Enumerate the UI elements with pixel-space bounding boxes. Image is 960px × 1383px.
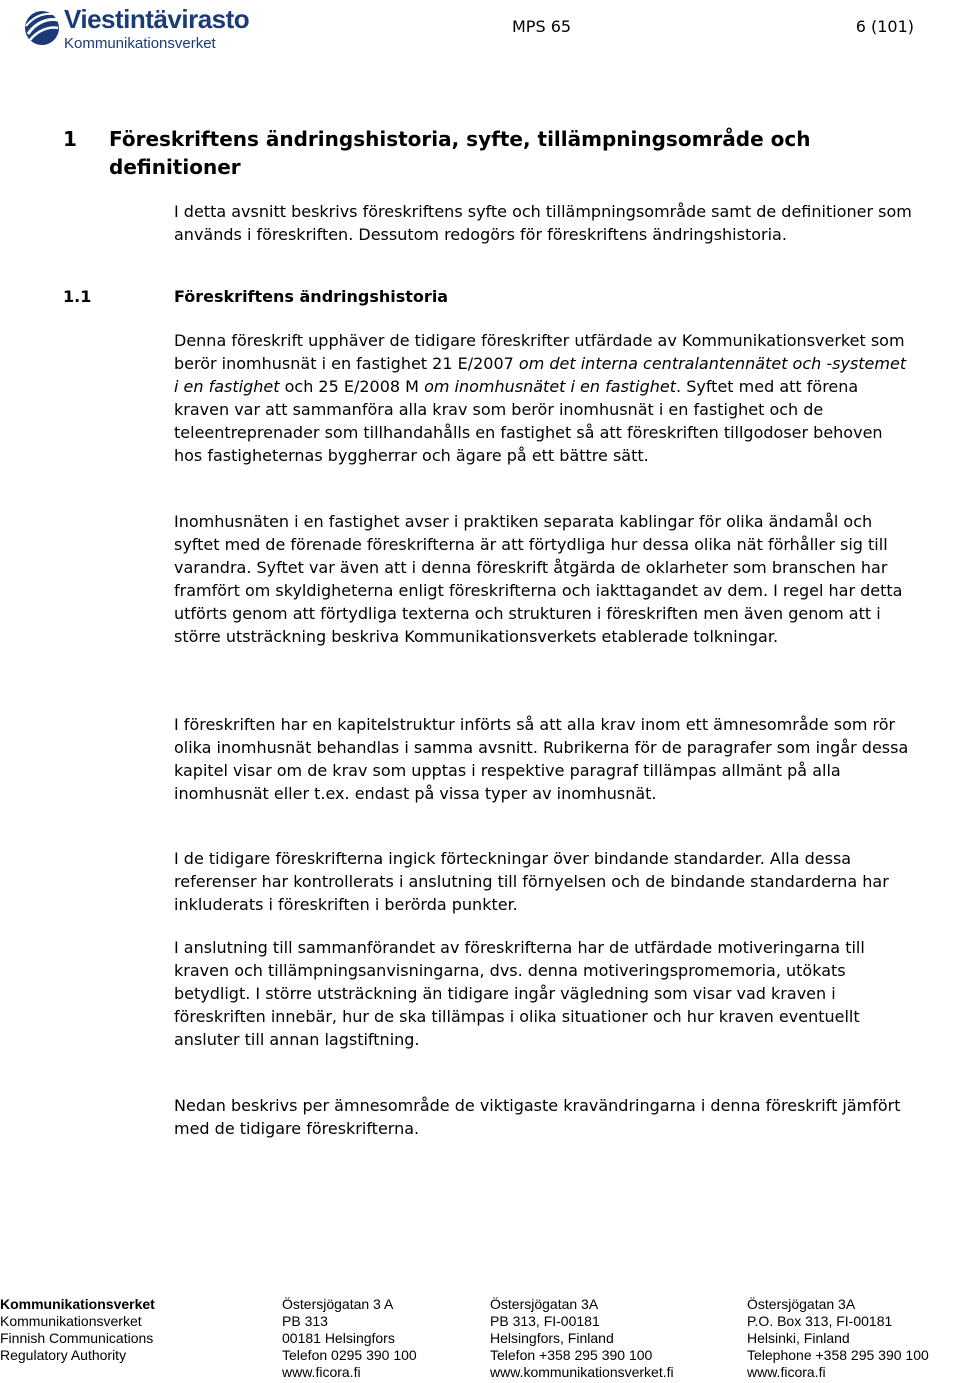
paragraph-1 <box>174 329 914 467</box>
paragraph-4-text: I de tidigare föreskrifterna ingick förteckningar över bindande standarder. Alla dessa referenser har kontrollerats i anslutning till förnyelsen och de bindande standarderna har inkluderats i föreskriften i berörda punkter. <box>174 849 889 914</box>
section-number: 1 <box>63 127 77 151</box>
footer-link[interactable]: www.ficora.fi <box>282 1364 361 1380</box>
page-number: 6 (101) <box>855 17 914 36</box>
footer-line: P.O. Box 313, FI-00181 <box>747 1313 893 1329</box>
section-title: Föreskriftens ändringshistoria, syfte, tillämpningsområde och definitioner <box>109 127 811 179</box>
footer-line: Telefon 0295 390 100 <box>282 1347 417 1363</box>
p1-regulation-title: om inomhusnätet i en fastighet <box>424 377 677 396</box>
footer-line: 00181 Helsingfors <box>282 1330 395 1346</box>
paragraph-5 <box>174 936 914 1051</box>
paragraph-3 <box>174 713 914 805</box>
footer-link[interactable]: www.ficora.fi <box>747 1364 826 1380</box>
p1-regulation-title: om det interna centralantennätet och -systemet i en fastighet <box>174 354 907 396</box>
footer-column-international-en <box>747 1296 929 1381</box>
agency-logo <box>22 6 272 54</box>
footer-line: Östersjögatan 3 A <box>282 1296 394 1312</box>
footer-line: Östersjögatan 3A <box>490 1296 599 1312</box>
footer-line: Telephone +358 295 390 100 <box>747 1347 929 1363</box>
paragraph-2 <box>174 510 914 648</box>
paragraph-4 <box>174 847 914 916</box>
footer-line: PB 313 <box>282 1313 328 1329</box>
section-intro <box>174 200 914 246</box>
footer-line: Regulatory Authority <box>0 1347 127 1363</box>
subsection-title: Föreskriftens ändringshistoria <box>174 287 449 306</box>
paragraph-1-text <box>174 329 914 467</box>
footer-column-swedish <box>282 1296 417 1381</box>
paragraph-2-text: Inomhusnäten i en fastighet avser i praktiken separata kablingar för olika ändamål och syftet med de förenade föreskrifterna är att förtydliga hur dessa olika nät förhåller sig till varandra. Syftet var även att i denna föreskrift åtgärda de oklarheter som branschen har framfört om skyldigheterna enligt föreskrifterna och iakttagandet av dem. I regel har detta utförts genom att förtydliga texterna och strukturen i föreskriften men även genom att i större utsträckning beskriva Kommunikationsverkets etablerade tolkningar. <box>174 512 903 646</box>
paragraph-5-text: I anslutning till sammanförandet av föreskrifterna har de utfärdade motiveringarna till kraven och tillämpningsanvisningarna, dvs. denna motiveringspromemoria, utökats betydligt. I större utsträckning än tidigare ingår vägledning som visar vad kraven i föreskriften innebär, hur de ska tillämpas i olika situationer och hur kraven eventuellt ansluter till annan lagstiftning. <box>174 938 865 1049</box>
subsection-number: 1.1 <box>63 287 92 306</box>
p1-text: och 25 E/2008 M <box>279 377 425 396</box>
footer-column-agency <box>0 1296 155 1364</box>
section-heading <box>63 125 923 181</box>
document-id: MPS 65 <box>512 17 572 36</box>
footer-link[interactable]: www.kommunikationsverket.fi <box>490 1364 674 1380</box>
subsection-heading <box>63 287 448 306</box>
footer-line: Helsinki, Finland <box>747 1330 850 1346</box>
footer-line: Kommunikationsverket <box>0 1296 155 1312</box>
footer-line: Finnish Communications <box>0 1330 154 1346</box>
paragraph-6-text: Nedan beskrivs per ämnesområde de viktigaste kravändringarna i denna föreskrift jämfört med de tidigare föreskrifterna. <box>174 1096 901 1138</box>
intro-paragraph: I detta avsnitt beskrivs föreskriftens syfte och tillämpningsområde samt de definitioner som används i föreskriften. Dessutom redogörs för föreskriftens ändringshistoria. <box>174 202 912 244</box>
paragraph-6 <box>174 1094 914 1140</box>
footer-line: Östersjögatan 3A <box>747 1296 856 1312</box>
footer-column-international-sv <box>490 1296 674 1381</box>
footer-line: Helsingfors, Finland <box>490 1330 614 1346</box>
paragraph-3-text: I föreskriften har en kapitelstruktur införts så att alla krav inom ett ämnesområde som rör olika inomhusnät behandlas i samma avsnitt. Rubrikerna för de paragrafer som ingår dessa kapitel visar om de krav som upptas i respektive paragraf tillämpas allmänt på alla inomhusnät eller t.ex. endast på vissa typer av inomhusnät. <box>174 715 909 803</box>
p1-text: . Syftet med att förena kraven var att sammanföra alla krav som berör inomhusnät i en fastighet och de teleentreprenader som tillhandahålls en fastighet så att föreskriften tillgodoser behoven hos fastigheternas byggherrar och ägare på ett bättre sätt. <box>174 377 883 465</box>
logo-subname: Kommunikationsverket <box>64 35 216 52</box>
p1-text: Denna föreskrift upphäver de tidigare föreskrifter utfärdade av Kommunikationsverket som berör inomhusnät i en fastighet 21 E/2007 <box>174 331 905 373</box>
globe-swoosh-icon <box>22 8 62 48</box>
logo-name: Viestintävirasto <box>64 4 250 34</box>
footer-line: Kommunikationsverket <box>0 1313 142 1329</box>
footer-line: Telefon +358 295 390 100 <box>490 1347 653 1363</box>
footer-line: PB 313, FI-00181 <box>490 1313 600 1329</box>
